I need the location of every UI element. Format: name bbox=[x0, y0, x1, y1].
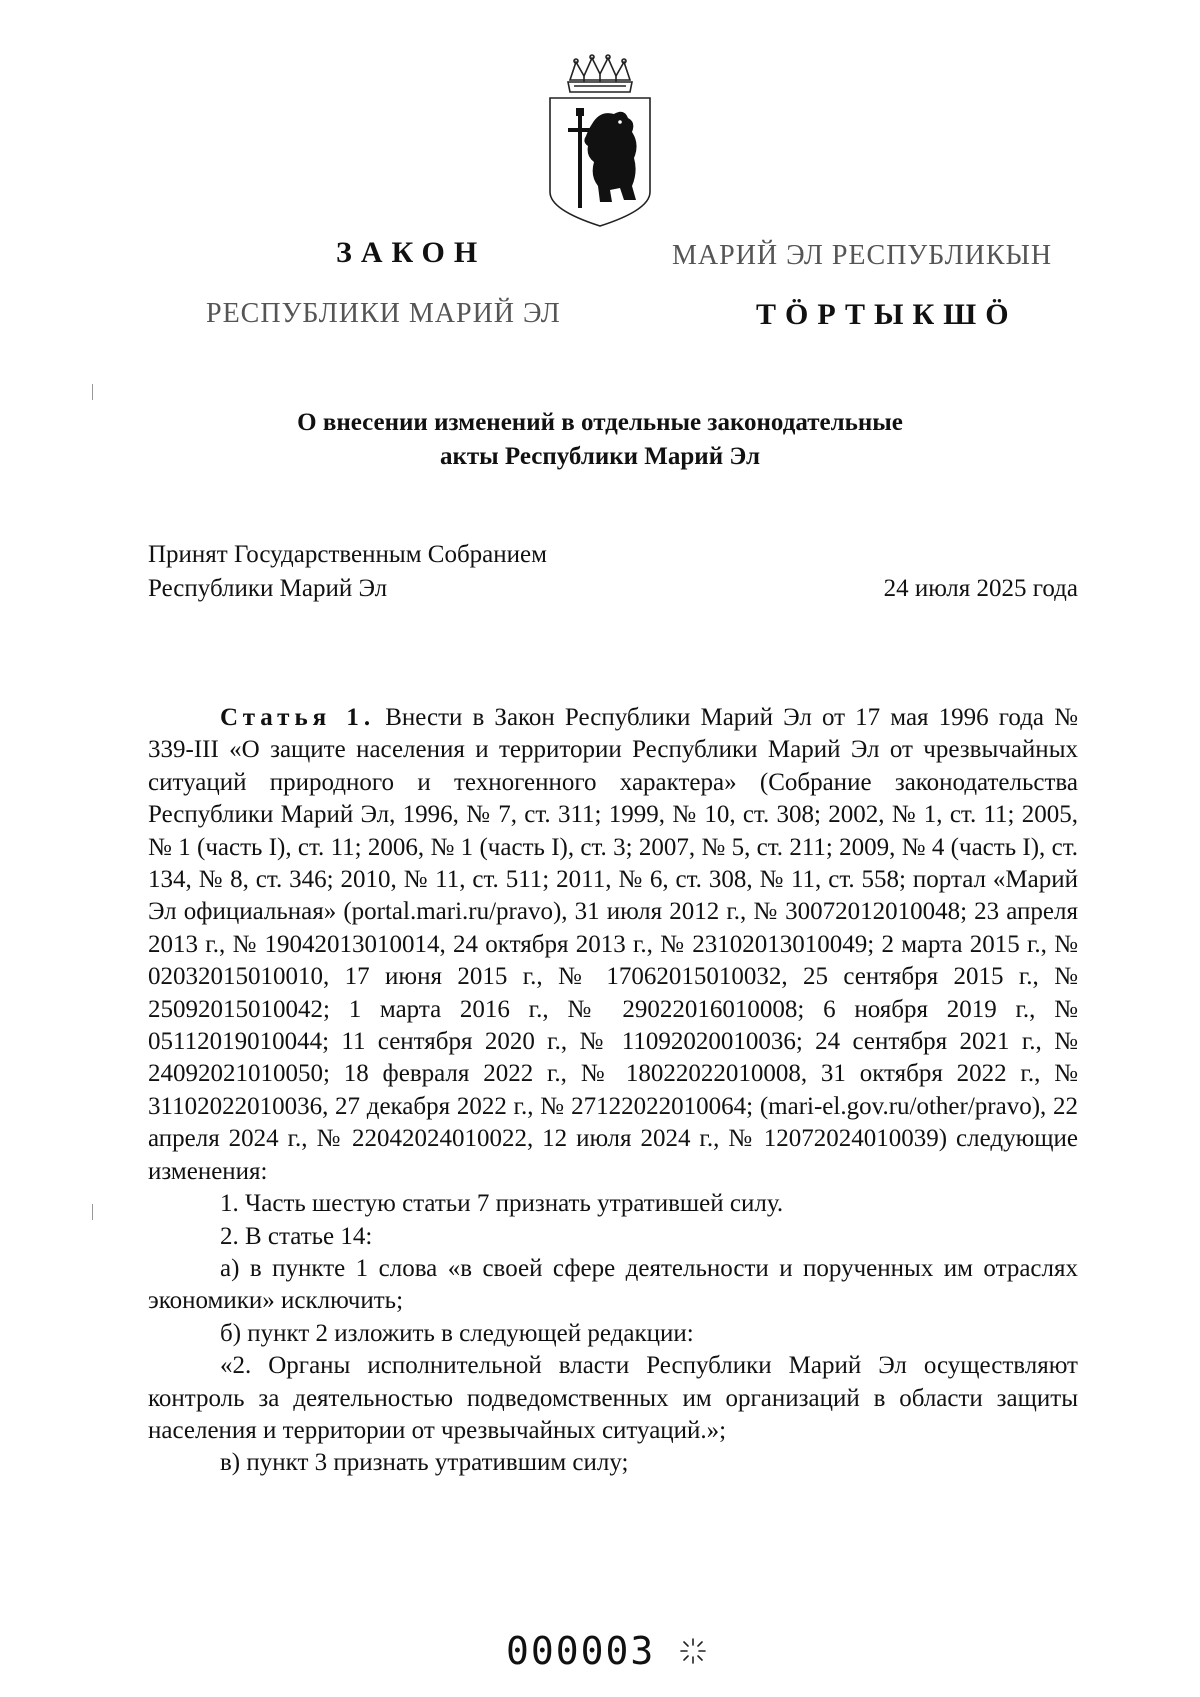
article-item: в) пункт 3 признать утратившим силу; bbox=[220, 1449, 629, 1477]
law-title bbox=[200, 406, 1000, 474]
article-1-paragraph bbox=[148, 702, 1078, 1188]
law-title-line: О внесении изменений в отдельные законодательные bbox=[297, 409, 903, 436]
adoption-block bbox=[148, 538, 1078, 606]
margin-tick bbox=[92, 384, 93, 400]
article-item: а) в пункте 1 слова «в своей сфере деятельности и порученных им отраслях экономики» исключить; bbox=[148, 1254, 1078, 1315]
header-republic-name-ru: РЕСПУБЛИКИ МАРИЙ ЭЛ bbox=[206, 298, 561, 329]
header-zakon-mari: ТӦРТЫКШӦ bbox=[756, 298, 1018, 331]
law-body bbox=[148, 702, 1078, 1480]
coat-of-arms-icon bbox=[540, 52, 660, 228]
coat-of-arms-emblem bbox=[540, 52, 660, 228]
article-item: 2. В статье 14: bbox=[220, 1222, 373, 1250]
header-zakon: ЗАКОН bbox=[336, 236, 487, 269]
adoption-line: Республики Марий Эл bbox=[148, 575, 388, 602]
article-item: «2. Органы исполнительной власти Республики Марий Эл осуществляют контроль за деятельностью подведомственных им организаций в области защиты населения и территории от чрезвычайных ситуаций.»; bbox=[148, 1352, 1078, 1444]
header-republic-name-mari: МАРИЙ ЭЛ РЕСПУБЛИКЫН bbox=[672, 240, 1053, 271]
page-serial-number: 000003 bbox=[506, 1629, 656, 1673]
adoption-date: 24 июля 2025 года bbox=[883, 575, 1078, 602]
article-label: Статья 1. bbox=[220, 704, 376, 731]
adoption-line: Принят Государственным Собранием bbox=[148, 541, 547, 568]
margin-tick bbox=[92, 1204, 93, 1220]
article-1-text: Внести в Закон Республики Марий Эл от 17 мая 1996 года № 339-III «О защите населения и территории Республики Марий Эл от чрезвычайных ситуаций природного и техногенного характера» (Собрание законодательства Республики Марий Эл, 1996, № 7, ст. 311; 1999, № 10, ст. 308; 2002, № 1, ст. 11; 2005, № 1 (часть I), ст. 11; 2006, № 1 (часть I), ст. 3; 2007, № 5, ст. 211; 2009, № 4 (часть I), ст. 134, № 8, ст. 346; 2010, № 11, ст. 511; 2011, № 6, ст. 308, № 11, ст. 558; портал «Марий Эл официальная» (portal.mari.ru/pravo), 31 июля 2012 г., № 30072012010048; 23 апреля 2013 г., № 19042013010014, 24 октября 2013 г., № 23102013010049; 2 марта 2015 г., № 02032015010010, 17 июня 2015 г., № 17062015010032, 25 сентября 2015 г., № 25092015010042; 1 марта 2016 г., № 29022016010008; 6 ноября 2019 г., № 05112019010044; 11 сентября 2020 г., № 11092020010036; 24 сентября 2021 г., № 24092021010050; 18 февраля 2022 г., № 18022022010008, 31 октября 2022 г., № 31102022010036, 27 декабря 2022 г., № 27122022010064; (mari-el.gov.ru/other/pravo), 22 апреля 2024 г., № 22042024010022, 12 июля 2024 г., № 12072024010039) следующие изменения: bbox=[148, 704, 1078, 1185]
law-title-line: акты Республики Марий Эл bbox=[439, 443, 761, 470]
article-item: б) пункт 2 изложить в следующей редакции: bbox=[220, 1319, 694, 1347]
article-item: 1. Часть шестую статьи 7 признать утратившей силу. bbox=[220, 1190, 784, 1218]
asterisk-mark-icon bbox=[678, 1636, 708, 1666]
